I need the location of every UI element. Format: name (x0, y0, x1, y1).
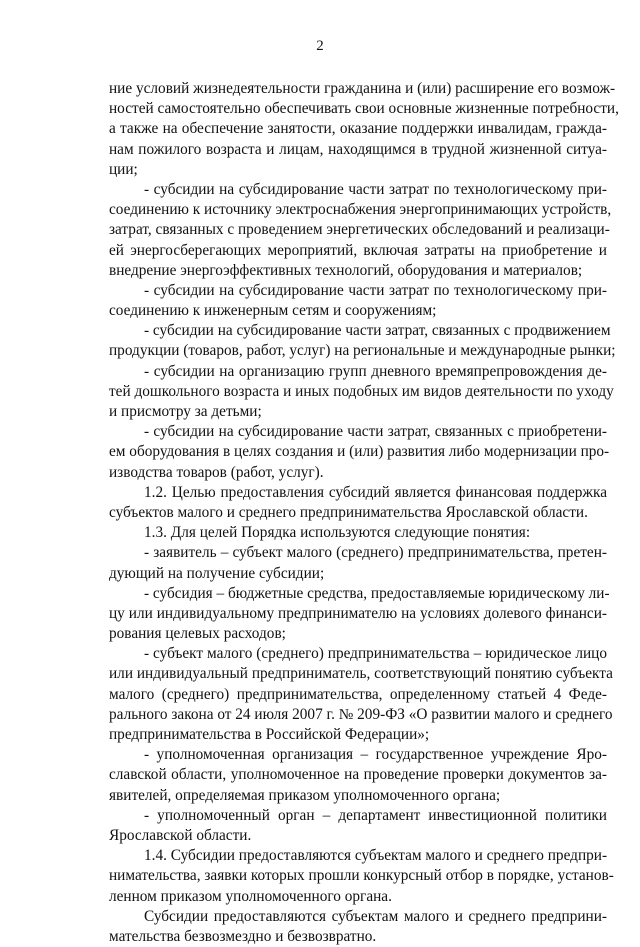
text-line: 1.3. Для целей Порядка используются следующие понятия: (144, 524, 531, 542)
text-line: продукции (товаров, работ, услуг) на региональные и международные рынки; (109, 342, 616, 360)
text-line: - субсидии на субсидирование части затрат, связанных с приобретени- (144, 423, 607, 441)
text-line: 1.2. Целью предоставления субсидий является финансовая поддержка (144, 483, 607, 501)
text-line: явителей, определяемая приказом уполномоченного органа; (109, 786, 501, 804)
text-line: ции; (109, 160, 138, 178)
text-line: - субсидии на субсидирование части затрат по технологическому при- (144, 281, 607, 299)
document-body (109, 79, 619, 947)
text-line: нимательства, заявки которых прошли конкурсный отбор в порядке, установ- (109, 867, 614, 885)
text-line: а также на обеспечение занятости, оказание поддержки инвалидам, гражда- (109, 120, 607, 138)
text-line: или индивидуальный предприниматель, соответствующий понятию субъекта (109, 665, 613, 683)
text-line: предпринимательства в Российской Федерации»; (109, 726, 430, 743)
text-line: изводства товаров (работ, услуг). (109, 463, 324, 481)
text-line: - субсидии на субсидирование части затрат, связанных с продвижением (144, 322, 611, 340)
text-line: ние условий жизнедеятельности гражданина и (или) расширение его возмож- (109, 80, 616, 97)
text-line: тей дошкольного возраста и иных подобных им видов деятельности по уходу (109, 382, 614, 400)
page-number: 2 (316, 38, 324, 54)
text-line: рального закона от 24 июля 2007 г. № 209-ФЗ «О развитии малого и среднего (109, 705, 613, 723)
text-line: - субсидии на субсидирование части затрат по технологическому при- (144, 180, 607, 198)
text-line: Ярославской области. (109, 826, 252, 844)
text-line: ем оборудования в целях создания и (или) развития либо модернизации про- (109, 443, 610, 461)
text-line: ностей самостоятельно обеспечивать свои основные жизненные потребности, (109, 100, 619, 118)
text-line: мательства безвозмездно и безвозвратно. (109, 927, 377, 945)
text-line: - заявитель – субъект малого (среднего) предпринимательства, претен- (144, 544, 607, 562)
text-line: - субсидии на организацию групп дневного времяпрепровождения де- (144, 362, 607, 380)
text-line: рования целевых расходов; (109, 625, 286, 643)
text-line: дующий на получение субсидии; (109, 564, 325, 582)
text-line: внедрение энергоэффективных технологий, оборудования и материалов; (109, 261, 583, 279)
text-line: субъектов малого и среднего предпринимательства Ярославской области. (109, 503, 588, 521)
text-line: - субъект малого (среднего) предпринимательства – юридическое лицо (144, 645, 607, 663)
text-line: ленном приказом уполномоченного органа. (109, 887, 392, 905)
text-line: - уполномоченный орган – департамент инвестиционной политики (144, 806, 607, 824)
text-line: славской области, уполномоченное на проведение проверки документов за- (109, 766, 607, 784)
text-line: соединению к источнику электроснабжения энергопринимающих устройств, (109, 201, 612, 219)
text-line: ей энергосберегающих мероприятий, включая затраты на приобретение и (109, 241, 607, 259)
text-line: нам пожилого возраста и лицам, находящимся в трудной жизненной ситуа- (109, 140, 607, 158)
text-line: Субсидии предоставляются субъектам малого и среднего предприни- (144, 907, 607, 925)
text-line: - уполномоченная организация – государственное учреждение Яро- (144, 746, 607, 764)
text-line: цу или индивидуальному предпринимателю на условиях долевого финанси- (109, 604, 607, 622)
text-line: затрат, связанных с проведением энергетических обследований и реализаци- (109, 221, 610, 239)
text-line: - субсидия – бюджетные средства, предоставляемые юридическому ли- (144, 584, 610, 602)
text-line: и присмотру за детьми; (109, 403, 262, 420)
text-line: соединению к инженерным сетям и сооружениям; (109, 302, 437, 320)
text-line: 1.4. Субсидии предоставляются субъектам малого и среднего предпри- (144, 847, 608, 865)
text-line: малого (среднего) предпринимательства, определенному статьей 4 Феде- (109, 685, 607, 703)
